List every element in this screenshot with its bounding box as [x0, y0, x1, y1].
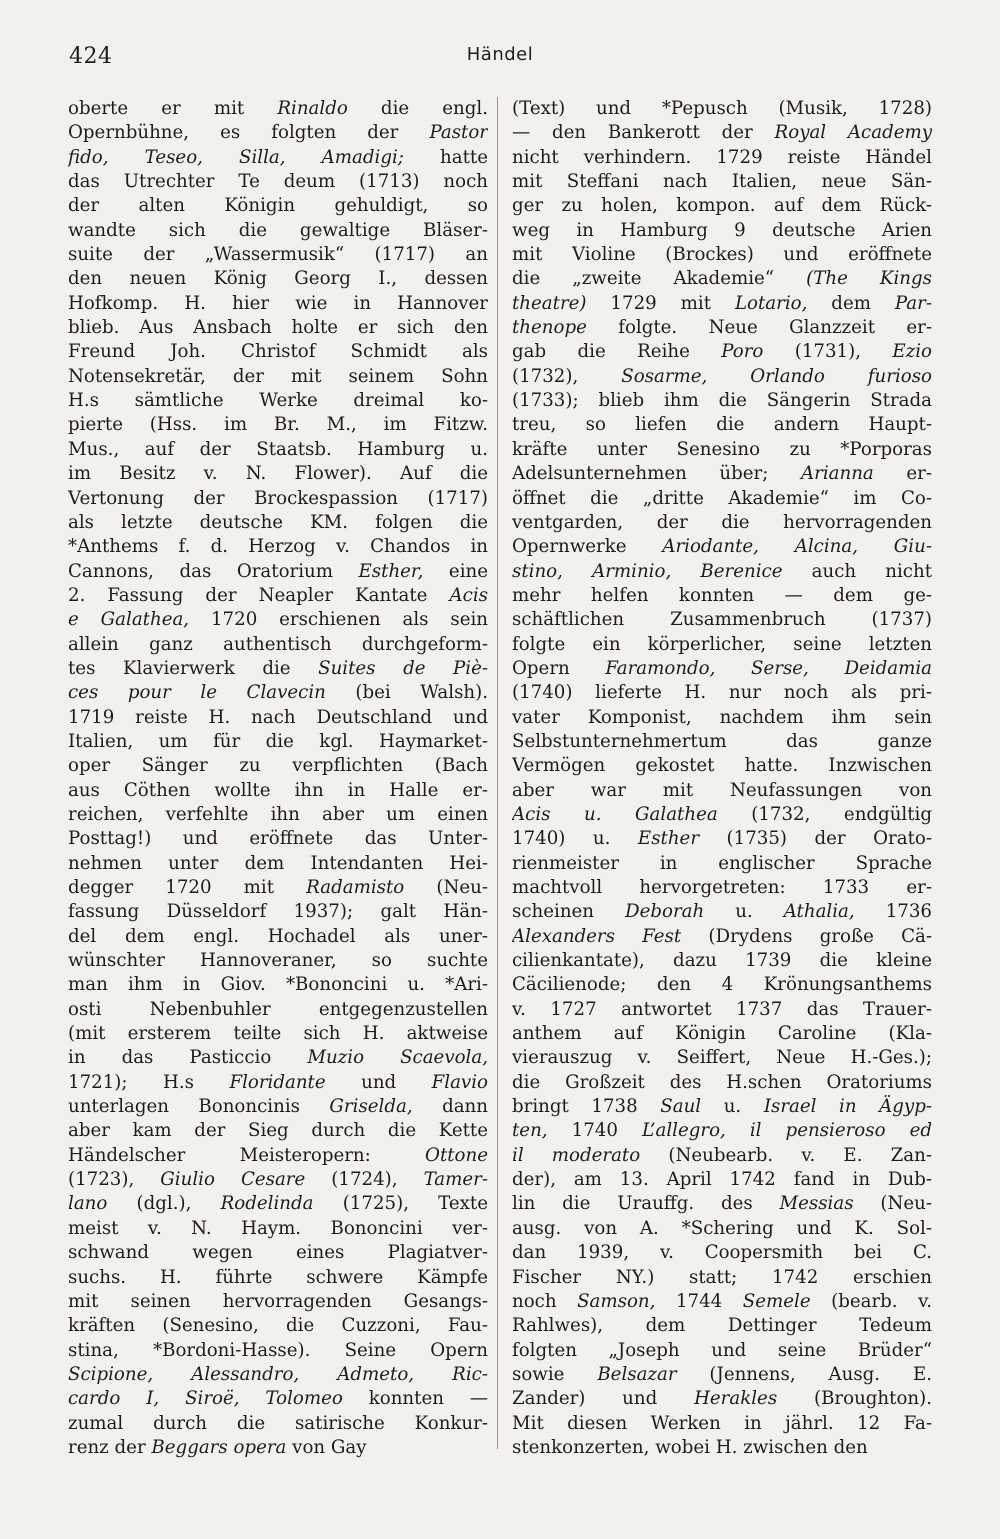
text-line: Cannons, das Oratorium Esther, eine	[68, 560, 488, 582]
text-line: Zander) und Herakles (Broughton).	[512, 1388, 932, 1410]
text-line: blieb. Aus Ansbach holte er sich den	[68, 317, 488, 339]
text-line: pierte (Hss. im Br. M., im Fitzw.	[68, 414, 488, 436]
text-line: (1733); blieb ihm die Sängerin Strada	[512, 390, 932, 412]
text-line: stino, Arminio, Berenice auch nicht	[512, 560, 932, 582]
text-line: Mit diesen Werken in jährl. 12 Fa-	[512, 1412, 932, 1434]
column-divider	[497, 97, 498, 1449]
text-line: — den Bankerott der Royal Academy	[512, 122, 932, 144]
text-line: Opernbühne, es folgten der Pastor	[68, 122, 488, 144]
text-line: schwand wegen eines Plagiatver-	[68, 1242, 488, 1264]
text-line: 2. Fassung der Neapler Kantate Acis	[68, 584, 488, 606]
text-line: allein ganz authentisch durchgeform-	[68, 633, 488, 655]
text-line: der alten Königin gehuldigt, so	[68, 195, 488, 217]
text-line: meist v. N. Haym. Bononcini ver-	[68, 1217, 488, 1239]
running-head: Händel	[466, 44, 534, 65]
text-line: Cäcilienode; den 4 Krönungsanthems	[512, 974, 932, 996]
text-line: mit seinen hervorragenden Gesangs-	[68, 1290, 488, 1312]
text-line: Mus., auf der Staatsb. Hamburg u.	[68, 438, 488, 460]
text-line: ventgarden, der die hervorragenden	[512, 511, 932, 533]
text-line: folgte ein körperlicher, seine letzten	[512, 633, 932, 655]
text-line: in das Pasticcio Muzio Scaevola,	[68, 1047, 488, 1069]
text-line: Acis u. Galathea (1732, endgültig	[512, 803, 932, 825]
text-line: il moderato (Neubearb. v. E. Zan-	[512, 1144, 932, 1166]
text-line: cilienkantate), dazu 1739 die kleine	[512, 950, 932, 972]
text-line: aber war mit Neufassungen von	[512, 779, 932, 801]
text-line: ausg. von A. *Schering und K. Sol-	[512, 1217, 932, 1239]
text-line: mit Violine (Brockes) und eröffnete	[512, 244, 932, 266]
text-line: Posttag!) und eröffnete das Unter-	[68, 828, 488, 850]
text-line: Selbstunternehmertum das ganze	[512, 730, 932, 752]
text-line: aus Cöthen wollte ihn in Halle er-	[68, 779, 488, 801]
text-line: 1721); H.s Floridante und Flavio	[68, 1071, 488, 1093]
text-line: kräften (Senesino, die Cuzzoni, Fau-	[68, 1315, 488, 1337]
text-line: mehr helfen konnten — dem ge-	[512, 584, 932, 606]
text-line: öffnet die „dritte Akademie“ im Co-	[512, 487, 932, 509]
text-line: Notensekretär, der mit seinem Sohn	[68, 365, 488, 387]
text-line: sowie Belsazar (Jennens, Ausg. E.	[512, 1363, 932, 1385]
text-line: Alexanders Fest (Drydens große Cä-	[512, 925, 932, 947]
text-line: unterlagen Bononcinis Griselda, dann	[68, 1096, 488, 1118]
text-line: e Galathea, 1720 erschienen als sein	[68, 609, 488, 631]
text-line: wandte sich die gewaltige Bläser-	[68, 219, 488, 241]
text-line: der), am 13. April 1742 fand in Dub-	[512, 1169, 932, 1191]
text-line: Adelsunternehmen über; Arianna er-	[512, 463, 932, 485]
text-line: lin die Urauffg. des Messias (Neu-	[512, 1193, 932, 1215]
text-line: als letzte deutsche KM. folgen die	[68, 511, 488, 533]
text-line: Vertonung der Brockespassion (1717)	[68, 487, 488, 509]
text-line: vierauszug v. Seiffert, Neue H.-Ges.);	[512, 1047, 932, 1069]
text-line: man ihm in Giov. *Bononcini u. *Ari-	[68, 974, 488, 996]
right-column	[512, 97, 932, 1460]
text-line: stina, *Bordoni-Hasse). Seine Opern	[68, 1339, 488, 1361]
text-line: nicht verhindern. 1729 reiste Händel	[512, 146, 932, 168]
text-line: Scipione, Alessandro, Admeto, Ric-	[68, 1363, 488, 1385]
text-line: die „zweite Akademie“ (The Kings	[512, 268, 932, 290]
text-line: theatre) 1729 mit Lotario, dem Par-	[512, 292, 932, 314]
text-line: (1732), Sosarme, Orlando furioso	[512, 365, 932, 387]
text-line: im Besitz v. N. Flower). Auf die	[68, 463, 488, 485]
text-line: 1740) u. Esther (1735) der Orato-	[512, 828, 932, 850]
text-line: Freund Joh. Christof Schmidt als	[68, 341, 488, 363]
text-line: Opernwerke Ariodante, Alcina, Giu-	[512, 536, 932, 558]
text-line: tes Klavierwerk die Suites de Piè-	[68, 657, 488, 679]
text-line: bringt 1738 Saul u. Israel in Ägyp-	[512, 1096, 932, 1118]
text-line: (Text) und *Pepusch (Musik, 1728)	[512, 98, 932, 119]
text-line: oberte er mit Rinaldo die engl.	[68, 98, 488, 119]
text-line: lano (dgl.), Rodelinda (1725), Texte	[68, 1193, 488, 1215]
text-line: ces pour le Clavecin (bei Walsh).	[68, 682, 488, 704]
text-line: Opern Faramondo, Serse, Deidamia	[512, 657, 932, 679]
text-line: (1740) lieferte H. nur noch als pri-	[512, 682, 932, 704]
text-line: thenope folgte. Neue Glanzzeit er-	[512, 317, 932, 339]
text-line: noch Samson, 1744 Semele (bearb. v.	[512, 1290, 932, 1312]
text-line: stenkonzerten, wobei H. zwischen den	[512, 1436, 868, 1458]
text-line: Händelscher Meisteropern: Ottone	[68, 1144, 488, 1166]
text-line: mit Steffani nach Italien, neue Sän-	[512, 171, 932, 193]
text-line: weg in Hamburg 9 deutsche Arien	[512, 219, 932, 241]
text-line: schäftlichen Zusammenbruch (1737)	[512, 609, 932, 631]
text-line: renz der Beggars opera von Gay	[68, 1436, 367, 1458]
text-line: 1719 reiste H. nach Deutschland und	[68, 706, 488, 728]
text-line: Rahlwes), dem Dettinger Tedeum	[512, 1315, 932, 1337]
text-line: treu, so liefen die andern Haupt-	[512, 414, 932, 436]
text-line: fido, Teseo, Silla, Amadigi; hatte	[68, 146, 488, 168]
text-line: die Großzeit des H.schen Oratoriums	[512, 1071, 932, 1093]
text-line: das Utrechter Te deum (1713) noch	[68, 171, 488, 193]
text-line: vater Komponist, nachdem ihm sein	[512, 706, 932, 728]
text-line: dan 1939, v. Coopersmith bei C.	[512, 1242, 932, 1264]
text-line: kräfte unter Senesino zu *Porporas	[512, 438, 932, 460]
text-line: den neuen König Georg I., dessen	[68, 268, 488, 290]
text-line: rienmeister in englischer Sprache	[512, 852, 932, 874]
text-line: scheinen Deborah u. Athalia, 1736	[512, 901, 932, 923]
text-line: gab die Reihe Poro (1731), Ezio	[512, 341, 932, 363]
text-line: (mit ersterem teilte sich H. aktweise	[68, 1023, 488, 1045]
left-column	[68, 97, 488, 1460]
text-line: reichen, verfehlte ihn aber um einen	[68, 803, 488, 825]
text-line: fassung Düsseldorf 1937); galt Hän-	[68, 901, 488, 923]
text-line: cardo I, Siroë, Tolomeo konnten —	[68, 1388, 488, 1410]
text-line: oper Sänger zu verpflichten (Bach	[68, 755, 488, 777]
text-line: Fischer NY.) statt; 1742 erschien	[512, 1266, 932, 1288]
text-line: *Anthems f. d. Herzog v. Chandos in	[68, 536, 488, 558]
text-line: ten, 1740 L’allegro, il pensieroso ed	[512, 1120, 932, 1142]
text-line: v. 1727 antwortet 1737 das Trauer-	[512, 998, 932, 1020]
text-line: Italien, um für die kgl. Haymarket-	[68, 730, 488, 752]
text-line: (1723), Giulio Cesare (1724), Tamer-	[68, 1169, 488, 1191]
text-line: ger zu holen, kompon. auf dem Rück-	[512, 195, 932, 217]
text-line: zumal durch die satirische Konkur-	[68, 1412, 488, 1434]
text-line: Vermögen gekostet hatte. Inzwischen	[512, 755, 932, 777]
page-number: 424	[69, 44, 113, 69]
text-line: H.s sämtliche Werke dreimal ko-	[68, 390, 488, 412]
text-line: machtvoll hervorgetreten: 1733 er-	[512, 877, 932, 898]
text-line: aber kam der Sieg durch die Kette	[68, 1120, 488, 1142]
text-line: anthem auf Königin Caroline (Kla-	[512, 1023, 932, 1045]
text-line: degger 1720 mit Radamisto (Neu-	[68, 877, 488, 898]
text-line: wünschter Hannoveraner, so suchte	[68, 950, 488, 972]
text-line: nehmen unter dem Intendanten Hei-	[68, 852, 488, 874]
text-line: Hofkomp. H. hier wie in Hannover	[68, 292, 488, 314]
text-line: folgten „Joseph und seine Brüder“	[512, 1339, 932, 1361]
text-line: osti Nebenbuhler entgegenzustellen	[68, 998, 488, 1020]
text-line: suite der „Wassermusik“ (1717) an	[68, 244, 488, 266]
text-line: del dem engl. Hochadel als uner-	[68, 925, 488, 947]
text-line: suchs. H. führte schwere Kämpfe	[68, 1266, 488, 1288]
